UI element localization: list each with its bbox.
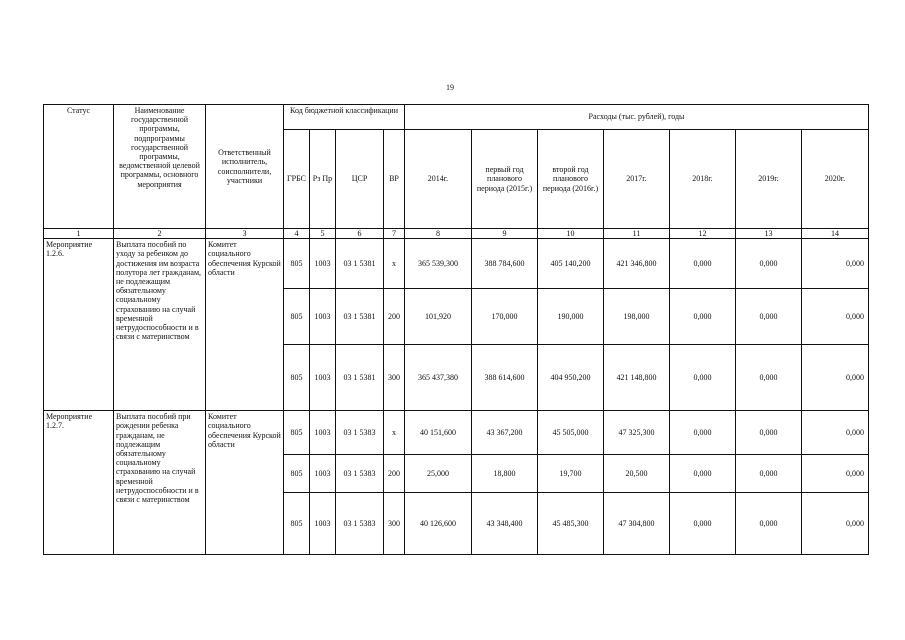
measure-name: Выплата пособий при рождении ребенка гражданам, не подлежащим обязательному социальному страхованию на случай временной нетрудоспособности и в связи с материнством [114, 411, 206, 555]
column-number: 5 [310, 229, 336, 239]
amount-cell: 0,000 [736, 239, 802, 289]
amount-cell: 0,000 [802, 411, 869, 455]
amount-cell: 190,000 [538, 289, 604, 345]
amount-cell: 0,000 [670, 411, 736, 455]
header-2015: первый год планового периода (2015г.) [472, 130, 538, 229]
amount-cell: 19,700 [538, 455, 604, 493]
csr-cell: 03 1 5383 [336, 493, 384, 555]
vr-cell: 300 [384, 493, 405, 555]
header-2017: 2017г. [604, 130, 670, 229]
amount-cell: 40 151,600 [405, 411, 472, 455]
header-csr: ЦСР [336, 130, 384, 229]
header-budget-code: Код бюджетной классификации [284, 105, 405, 130]
amount-cell: 43 367,200 [472, 411, 538, 455]
header-responsible: Ответственный исполнитель, соисполнители, участники [206, 105, 284, 229]
grbs-cell: 805 [284, 289, 310, 345]
table-row [44, 239, 869, 289]
header-2016: второй год планового периода (2016г.) [538, 130, 604, 229]
amount-cell: 0,000 [736, 455, 802, 493]
measure-name: Выплата пособий по уходу за ребенком до достижения им возраста полутора лет гражданам, не подлежащим обязательному социальному страхованию на случай временной нетрудоспособности и в связи с материнством [114, 239, 206, 411]
column-number: 14 [802, 229, 869, 239]
amount-cell: 47 325,300 [604, 411, 670, 455]
rzpr-cell: 1003 [310, 411, 336, 455]
grbs-cell: 805 [284, 455, 310, 493]
column-number: 11 [604, 229, 670, 239]
header-status: Статус [44, 105, 114, 229]
rzpr-cell: 1003 [310, 289, 336, 345]
header-rzpr: Рз Пр [310, 130, 336, 229]
grbs-cell: 805 [284, 345, 310, 411]
rzpr-cell: 1003 [310, 345, 336, 411]
amount-cell: 388 784,600 [472, 239, 538, 289]
amount-cell: 0,000 [670, 455, 736, 493]
amount-cell: 40 126,600 [405, 493, 472, 555]
csr-cell: 03 1 5381 [336, 239, 384, 289]
header-grbs: ГРБС [284, 130, 310, 229]
column-number: 3 [206, 229, 284, 239]
amount-cell: 0,000 [736, 289, 802, 345]
amount-cell: 421 346,800 [604, 239, 670, 289]
csr-cell: 03 1 5383 [336, 411, 384, 455]
csr-cell: 03 1 5383 [336, 455, 384, 493]
amount-cell: 0,000 [736, 411, 802, 455]
amount-cell: 25,000 [405, 455, 472, 493]
grbs-cell: 805 [284, 411, 310, 455]
rzpr-cell: 1003 [310, 493, 336, 555]
amount-cell: 0,000 [670, 345, 736, 411]
header-expenses: Расходы (тыс. рублей), годы [405, 105, 869, 130]
measure-status: Мероприятие 1.2.7. [44, 411, 114, 555]
column-number: 9 [472, 229, 538, 239]
grbs-cell: 805 [284, 493, 310, 555]
column-number: 6 [336, 229, 384, 239]
column-number: 13 [736, 229, 802, 239]
amount-cell: 0,000 [802, 345, 869, 411]
amount-cell: 0,000 [802, 289, 869, 345]
column-number: 2 [114, 229, 206, 239]
amount-cell: 0,000 [736, 493, 802, 555]
amount-cell: 18,800 [472, 455, 538, 493]
amount-cell: 170,000 [472, 289, 538, 345]
amount-cell: 404 950,200 [538, 345, 604, 411]
vr-cell: 300 [384, 345, 405, 411]
amount-cell: 405 140,200 [538, 239, 604, 289]
amount-cell: 0,000 [670, 289, 736, 345]
measure-responsible: Комитет социального обеспечения Курской области [206, 411, 284, 555]
amount-cell: 388 614,600 [472, 345, 538, 411]
amount-cell: 45 485,300 [538, 493, 604, 555]
rzpr-cell: 1003 [310, 239, 336, 289]
header-2020: 2020г. [802, 130, 869, 229]
amount-cell: 365 539,300 [405, 239, 472, 289]
vr-cell: 200 [384, 289, 405, 345]
column-number-row [44, 229, 869, 239]
header-2014: 2014г. [405, 130, 472, 229]
amount-cell: 45 505,000 [538, 411, 604, 455]
grbs-cell: 805 [284, 239, 310, 289]
amount-cell: 0,000 [670, 493, 736, 555]
vr-cell: х [384, 411, 405, 455]
amount-cell: 0,000 [736, 345, 802, 411]
amount-cell: 365 437,380 [405, 345, 472, 411]
column-number: 7 [384, 229, 405, 239]
amount-cell: 101,920 [405, 289, 472, 345]
csr-cell: 03 1 5381 [336, 289, 384, 345]
column-number: 10 [538, 229, 604, 239]
column-number: 12 [670, 229, 736, 239]
page-number: 19 [446, 83, 454, 92]
column-number: 8 [405, 229, 472, 239]
measure-responsible: Комитет социального обеспечения Курской области [206, 239, 284, 411]
rzpr-cell: 1003 [310, 455, 336, 493]
measure-status: Мероприятие 1.2.6. [44, 239, 114, 411]
header-2019: 2019г. [736, 130, 802, 229]
header-vr: ВР [384, 130, 405, 229]
csr-cell: 03 1 5381 [336, 345, 384, 411]
vr-cell: 200 [384, 455, 405, 493]
column-number: 1 [44, 229, 114, 239]
header-2018: 2018г. [670, 130, 736, 229]
vr-cell: х [384, 239, 405, 289]
column-number: 4 [284, 229, 310, 239]
header-name: Наименование государственной программы, подпрограммы государственной программы, ведомственной целевой программы, основного мероприятия [114, 105, 206, 229]
amount-cell: 0,000 [802, 239, 869, 289]
amount-cell: 43 348,400 [472, 493, 538, 555]
table-row [44, 411, 869, 455]
budget-table [43, 104, 869, 555]
amount-cell: 47 304,800 [604, 493, 670, 555]
amount-cell: 0,000 [802, 455, 869, 493]
amount-cell: 198,000 [604, 289, 670, 345]
amount-cell: 421 148,800 [604, 345, 670, 411]
amount-cell: 20,500 [604, 455, 670, 493]
amount-cell: 0,000 [670, 239, 736, 289]
amount-cell: 0,000 [802, 493, 869, 555]
